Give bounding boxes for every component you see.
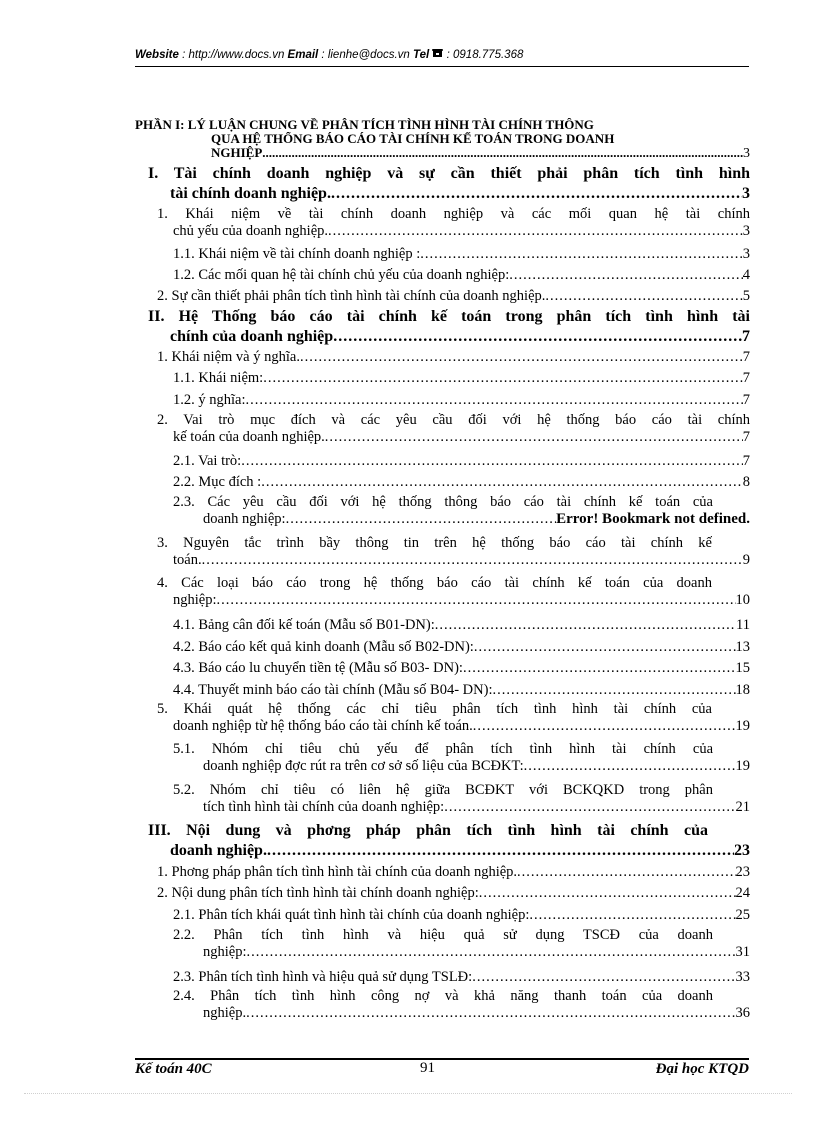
toc-page: 13 <box>735 639 750 655</box>
toc-page: 11 <box>736 617 750 633</box>
toc-title: 2. Nội dung phân tích tình hình tài chính doanh nghiệp: <box>157 885 479 901</box>
toc-entry[interactable] <box>135 118 750 161</box>
toc-title: nghiệp: <box>173 592 217 608</box>
toc-entry[interactable] <box>173 660 750 677</box>
toc-page: 23 <box>734 842 750 859</box>
tel-label: Tel <box>413 49 430 61</box>
toc-entry[interactable] <box>173 741 750 775</box>
toc-line: 3. Nguyên tắc trình bầy thông tin trên hệ thống báo cáo tài chính kế <box>157 535 712 551</box>
toc-page: 24 <box>735 885 750 901</box>
toc-entry[interactable] <box>173 988 750 1022</box>
toc-line: QUA HỆ THỐNG BÁO CÁO TÀI CHÍNH KẾ TOÁN TRONG DOANH <box>211 132 615 146</box>
toc-title: toán. <box>173 552 202 568</box>
toc-title: 1.2. ý nghĩa: <box>173 392 246 408</box>
toc-line: III. Nội dung và phơng pháp phân tích tình hình tài chính của <box>148 822 708 839</box>
toc-line: 2.3. Các yêu cầu đối với hệ thống thông báo cáo tài chính kế toán của <box>173 494 713 510</box>
toc-entry[interactable] <box>173 782 750 816</box>
tel-value: : 0918.775.368 <box>443 49 524 61</box>
toc-entry[interactable] <box>173 474 750 491</box>
toc-page: 18 <box>735 682 750 698</box>
toc-entry[interactable] <box>157 535 750 569</box>
toc-title: 2. Sự cần thiết phải phân tích tình hình tài chính của doanh nghiệp. <box>157 288 546 304</box>
page-number: 91 <box>420 1060 435 1076</box>
toc-line: 5.2. Nhóm chỉ tiêu có liên hệ giữa BCĐKT với BCKQKD trong phân <box>173 782 713 798</box>
toc-entry[interactable] <box>157 885 750 902</box>
toc-page: 7 <box>742 453 750 469</box>
toc-line: II. Hệ Thống báo cáo tài chính kế toán trong phân tích tình hình tài <box>148 308 750 325</box>
toc-entry[interactable] <box>173 682 750 699</box>
website-value: : http://www.docs.vn <box>178 49 288 61</box>
toc-entry[interactable] <box>157 288 750 305</box>
footer-rule <box>135 1058 749 1060</box>
toc-line: 2.2. Phân tích tình hình và hiệu quả sử dụng TSCĐ của doanh <box>173 927 713 943</box>
toc-line: 1. Khái niệm về tài chính doanh nghiệp và các mối quan hệ tài chính <box>157 206 750 222</box>
toc-title: 2.2. Mục đích : <box>173 474 262 490</box>
toc-title: chính của doanh nghiệp <box>170 328 334 345</box>
toc-title: 4.3. Báo cáo lu chuyển tiền tệ (Mẫu số B03- DN): <box>173 660 463 676</box>
toc-page: 7 <box>742 392 750 408</box>
toc-title: NGHIỆP <box>211 145 263 160</box>
toc-title: tài chính doanh nghiệp. <box>170 185 331 202</box>
toc-title: doanh nghiệp. <box>170 842 267 859</box>
toc-entry[interactable] <box>173 907 750 924</box>
toc-line: 4. Các loại báo cáo trong hệ thống báo cáo tài chính kế toán của doanh <box>157 575 712 591</box>
toc-entry[interactable] <box>173 392 750 409</box>
toc-title: 1.1. Khái niệm: <box>173 370 264 386</box>
toc-page: 19 <box>735 718 750 734</box>
toc-entry[interactable] <box>157 864 750 881</box>
phone-icon <box>432 49 443 61</box>
toc-title: doanh nghiệp đợc rút ra trên cơ sở số liệu của BCĐKT: <box>203 758 524 774</box>
toc-title: 2.3. Phân tích tình hình và hiệu quả sử dụng TSLĐ: <box>173 969 473 985</box>
toc-page: 3 <box>742 246 750 262</box>
toc-entry[interactable] <box>157 206 750 240</box>
toc-page: 21 <box>735 799 750 815</box>
toc-entry[interactable] <box>148 307 750 347</box>
toc-title: 4.2. Báo cáo kết quả kinh doanh (Mẫu số B02-DN): <box>173 639 474 655</box>
toc-page: 7 <box>742 429 750 445</box>
toc-entry[interactable] <box>157 349 750 366</box>
toc-page: 15 <box>735 660 750 676</box>
toc-line: 5. Khái quát hệ thống các chỉ tiêu phân tích tình hình tài chính của <box>157 701 712 717</box>
toc-title: nghiệp. <box>203 1005 247 1021</box>
toc-title: 2.1. Phân tích khái quát tình hình tài chính của doanh nghiệp: <box>173 907 530 923</box>
email-value: : lienhe@docs.vn <box>318 49 414 61</box>
toc-page: Error! Bookmark not defined. <box>556 511 750 527</box>
footer-left-text: Kế toán 40C <box>135 1061 212 1075</box>
toc-title: 1. Phơng pháp phân tích tình hình tài chính của doanh nghiệp. <box>157 864 518 880</box>
toc-title: 4.1. Bảng cân đối kế toán (Mẫu số B01-DN): <box>173 617 435 633</box>
footer-right-text: Đại học KTQD <box>655 1061 749 1075</box>
toc-entry[interactable] <box>173 617 750 634</box>
toc-page: 7 <box>742 370 750 386</box>
toc-page: 7 <box>742 328 750 345</box>
toc-page: 7 <box>742 349 750 365</box>
toc-entry[interactable] <box>173 927 750 961</box>
toc-page: 3 <box>742 223 750 239</box>
page-edge <box>24 1093 792 1094</box>
toc-entry[interactable] <box>173 639 750 656</box>
toc-page: 4 <box>742 267 750 283</box>
toc-page: 3 <box>742 185 750 202</box>
toc-title: kế toán của doanh nghiệp. <box>173 429 325 445</box>
toc-title: chủ yếu của doanh nghiệp. <box>173 223 329 239</box>
toc-page: 5 <box>742 288 750 304</box>
toc-page: 23 <box>735 864 750 880</box>
toc-line: I. Tài chính doanh nghiệp và sự cần thiết phải phân tích tình hình <box>148 165 750 182</box>
toc-line: 2.4. Phân tích tình hình công nợ và khả năng thanh toán của doanh <box>173 988 713 1004</box>
toc-entry[interactable] <box>173 246 750 263</box>
toc-title: tích tình hình tài chính của doanh nghiệp: <box>203 799 445 815</box>
email-label: Email <box>287 49 319 61</box>
toc-page: 36 <box>735 1005 750 1021</box>
toc-page: 9 <box>742 552 750 568</box>
toc-entry[interactable] <box>173 494 750 528</box>
toc-entry[interactable] <box>173 969 750 986</box>
toc-title: nghiệp: <box>203 944 247 960</box>
toc-entry[interactable] <box>157 701 750 735</box>
website-label: Website <box>135 49 179 61</box>
toc-page: 31 <box>735 944 750 960</box>
toc-title: doanh nghiệp: <box>203 511 286 527</box>
toc-line: 5.1. Nhóm chỉ tiêu chủ yếu để phân tích tình hình tài chính của <box>173 741 713 757</box>
toc-title: 2.1. Vai trò: <box>173 453 242 469</box>
toc-line: 2. Vai trò mục đích và các yêu cầu đối với hệ thống báo cáo tài chính <box>157 412 750 428</box>
toc-entry[interactable] <box>173 453 750 470</box>
toc-line: PHẦN I: LÝ LUẬN CHUNG VỀ PHÂN TÍCH TÌNH HÌNH TÀI CHÍNH THÔNG <box>135 118 594 132</box>
toc-title: 1.1. Khái niệm về tài chính doanh nghiệp : <box>173 246 421 262</box>
toc-title: 1. Khái niệm và ý nghĩa. <box>157 349 300 365</box>
toc-entry[interactable] <box>148 821 750 861</box>
toc-entry[interactable] <box>173 267 750 284</box>
toc-page: 8 <box>742 474 750 490</box>
page-header <box>135 48 749 61</box>
toc-entry[interactable] <box>148 164 750 204</box>
toc-title: doanh nghiệp từ hệ thống báo cáo tài chính kế toán. <box>173 718 473 734</box>
toc-page: 19 <box>735 758 750 774</box>
toc-page: 10 <box>735 592 750 608</box>
toc-page: 3 <box>743 146 750 161</box>
toc-title: 1.2. Các mối quan hệ tài chính chủ yếu của doanh nghiệp: <box>173 267 510 283</box>
toc-entry[interactable] <box>157 412 750 446</box>
toc-entry[interactable] <box>173 370 750 387</box>
toc-title: 4.4. Thuyết minh báo cáo tài chính (Mẫu số B04- DN): <box>173 682 493 698</box>
toc-entry[interactable] <box>157 575 750 609</box>
toc-page: 33 <box>735 969 750 985</box>
header-rule <box>135 66 749 67</box>
toc-page: 25 <box>735 907 750 923</box>
